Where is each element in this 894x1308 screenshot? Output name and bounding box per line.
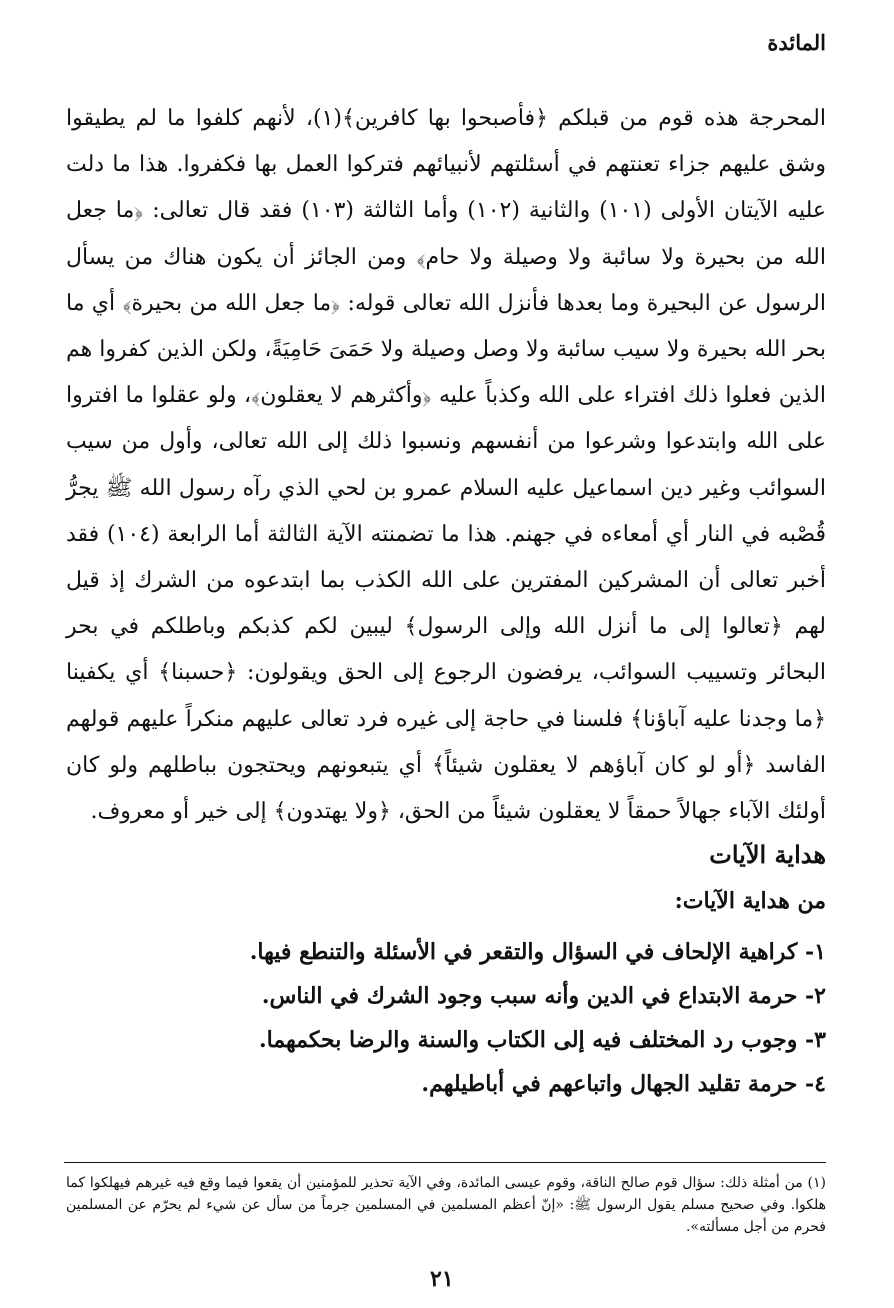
guidance-intro: من هداية الآيات: <box>674 888 826 914</box>
guidance-list <box>66 930 826 1106</box>
guidance-item: ٣- وجوب رد المختلف فيه إلى الكتاب والسنة والرضا بحكمهما. <box>258 1027 826 1053</box>
page-number: ٢١ <box>430 1266 454 1292</box>
footnote-text: (١) من أمثلة ذلك: سؤال قوم صالح الناقة، وقوم عيسى المائدة، وفي الآية تحذير للمؤمنين أن يقعوا فيما وقع فيه غيرهم فيهلكوا كما هلكوا. وفي صحيح مسلم يقول الرسول ﷺ: «إنّ أعظم المسلمين في المسلمين جرماً من سأل عن شيء لم يحرّم عن المسلمين فحرم من أجل مسألته». <box>66 1175 827 1235</box>
guidance-item: ٤- حرمة تقليد الجهال واتباعهم في أباطيلهم. <box>421 1071 826 1097</box>
running-header-title: المائدة <box>767 30 826 55</box>
guidance-item: ٢- حرمة الابتداع في الدين وأنه سبب وجود الشرك في الناس. <box>261 983 826 1009</box>
commentary-paragraph: المحرجة هذه قوم من قبلكم ﴿فأصبحوا بها كافرين﴾(١)، لأنهم كلفوا ما لم يطيقوا وشق عليهم جزاء تعنتهم في أسئلتهم لأنبيائهم فتركوا العمل بها فكفروا. هذا ما دلت عليه الآيتان الأولى (١٠١) والثانية (١٠٢) وأما الثالثة (١٠٣) فقد قال تعالى: ﴿ما جعل الله من بحيرة ولا سائبة ولا وصيلة ولا حام﴾ ومن الجائز أن يكون هناك من يسأل الرسول عن البحيرة وما بعدها فأنزل الله تعالى قوله: ﴿ما جعل الله من بحيرة﴾ أي ما بحر الله بحيرة ولا سيب سائبة ولا وصل وصيلة ولا حَمَىَ حَامِيَةً، ولكن الذين كفروا هم الذين فعلوا ذلك افتراء على الله وكذباً عليه ﴿وأكثرهم لا يعقلون﴾، ولو عقلوا ما افتروا على الله وابتدعوا وشرعوا من أنفسهم ونسبوا ذلك إلى الله تعالى، وأول من سيب السوائب وغير دين اسماعيل عليه السلام عمرو بن لحي الذي رآه رسول الله ﷺ يجرُّ قُصْبه في النار أي أمعاءه في جهنم. هذا ما تضمنته الآية الثالثة أما الرابعة (١٠٤) فقد أخبر تعالى أن المشركين المفترين على الله الكذب بما ابتدعوه من الشرك إذ قيل لهم ﴿تعالوا إلى ما أنزل الله وإلى الرسول﴾ ليبين لكم كذبكم وباطلكم في بحر البحائر وتسييب السوائب، يرفضون الرجوع إلى الحق ويقولون: ﴿حسبنا﴾ أي يكفينا ﴿ما وجدنا عليه آباؤنا﴾ فلسنا في حاجة إلى غيره فرد تعالى عليهم منكراً عليهم قولهم الفاسد ﴿أو لو كان آباؤهم لا يعقلون شيئاً﴾ أي يتبعونهم ويحتجون بباطلهم ولو كان أولئك الآباء جهالاً حمقاً لا يعقلون شيئاً من الحق، ﴿ولا يهتدون﴾ إلى خير أو معروف. <box>66 106 826 825</box>
guidance-item: ١- كراهية الإلحاف في السؤال والتقعر في الأسئلة والتنطع فيها. <box>249 939 826 965</box>
guidance-heading: هداية الآيات <box>709 840 826 869</box>
footnote-divider <box>64 1162 826 1163</box>
